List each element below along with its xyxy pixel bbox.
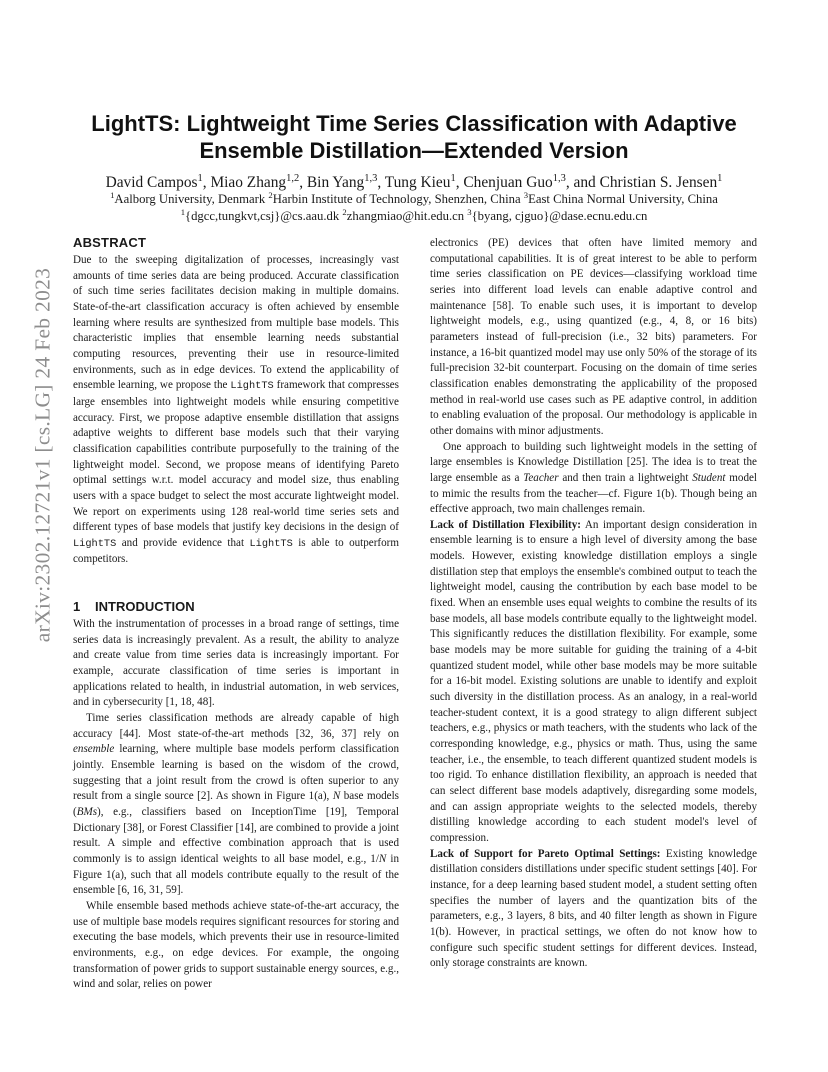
abstract-text: Due to the sweeping digitalization of processes, increasingly vast amounts of time series data are being produced. Accurate classification of such time series facilitates decision making in multiple domains. State-of-the-art classification accuracy is often achieved by ensemble learning where results are synthesized from multiple base models. This characteristic implies that ensemble learning needs substantial computing resources, preventing their use in resource-limited environments, such as in edge devices. To extend the applicability of ensemble learning, we propose the xyxy=(73,254,399,392)
author-affil-sup: 1 xyxy=(450,172,456,184)
run-in-heading: Lack of Support for Pareto Optimal Settings: xyxy=(430,847,661,860)
paper-title xyxy=(74,110,754,164)
text: One approach to building such lightweight models in the setting of large ensembles is Knowledge Distillation [25]. The idea is to treat the large ensemble as a xyxy=(430,440,757,484)
title-line-1: LightTS: Lightweight Time Series Classification with Adaptive xyxy=(91,111,737,136)
body-paragraph: electronics (PE) devices that often have limited memory and computational capabilities. It is of great interest to be able to perform time series classification on PE devices—classifying workload time series into different load levels can enable adaptive control and maintenance [58]. To enable such uses, it is important to develop lightweight models, e.g., using quantized (e.g., 4, 8, or 16 bits) parameters instead of full-precision (i.e., 32 bits) parameters. For instance, a 16-bit quantized model may use only 50% of the storage of its full-precision 32-bit counterpart. Focusing on the domain of time series classification enables demonstrating the applicability of the proposed method in real-world use cases such as PE adaptive control, in addition to enabling evaluation of the proposal. Our methodology is applicable in other domains with minor adjustments. xyxy=(430,237,757,437)
emphasis: Teacher xyxy=(523,471,559,484)
affil-sup: 1 xyxy=(180,206,185,217)
affiliation: Harbin Institute of Technology, Shenzhen, China xyxy=(272,192,524,206)
author-affil-sup: 1 xyxy=(197,172,203,184)
text: An important design consideration in ensemble learning is to ensure a high level of diversity among the base models. However, existing knowledge distillation employs a single distillation step that employs the ensemble's combined output to teach the lightweight model, causing the contribution by each base model to be fixed. When an ensemble uses equal weights to combine the results of its base models, all base models contribute equally to the lightweight model. This significantly reduces the distillation flexibility. For example, some base models may be more suitable for guiding the training of a 4-bit quantized student model, while other base models may be more suitable for a 16-bit model. Existing solutions are unable to identify and exploit such diversity in the distillation process. As an analogy, in a real-world teacher-student context, it is a good strategy to align different subject teachers, e.g., physics or math teachers, with the students who lack of the corresponding knowledge, e.g., physics or math. Thus, using the same teacher, i.e., the ensemble, to teach different quantized student models is too rigid. To enhance distillation flexibility, an approach is needed that can select different base models adaptively, disregarding some models, and can assign appropriate weights to the selected models, thereby distilling knowledge according to each student model's level of compression. xyxy=(430,518,757,844)
section-heading-introduction xyxy=(73,598,399,615)
author-name: Miao Zhang xyxy=(210,174,287,191)
math-var: N xyxy=(332,790,341,803)
author-separator: , xyxy=(377,174,385,191)
math-var: N xyxy=(378,852,387,865)
lightts-code: LightTS xyxy=(249,537,293,550)
body-paragraph xyxy=(73,711,399,899)
body-paragraph: While ensemble based methods achieve state-of-the-art accuracy, the use of multiple base models requires significant resources for storing and executing the base models, which prevents their use in resource-limited environments, e.g., on edge devices. For example, the ongoing transformation of power grids to support sustainable energy sources, e.g., wind and solar, relies on power xyxy=(73,899,399,991)
author-affil-sup: 1,3 xyxy=(552,172,566,184)
abstract-text: is able to outperform competitors. xyxy=(73,536,399,566)
body-paragraph: With the instrumentation of processes in a broad range of settings, time series data is increasingly prevalent. As a result, the ability to analyze and create value from time series data is increasingly important. For example, accurate classification of time series is important in applications related to health, in industrial automation, in web services, and in cybersecurity [1, 18, 48]. xyxy=(73,618,399,709)
run-in-heading: Lack of Distillation Flexibility: xyxy=(430,518,581,531)
emphasis: ensemble xyxy=(73,743,115,756)
text: Time series classification methods are already capable of high accuracy [44]. Most state-of-the-art methods [32, 36, 37] rely on xyxy=(73,712,399,740)
affil-sup: 2 xyxy=(342,206,347,217)
text: and then train a lightweight xyxy=(558,471,693,484)
body-paragraph xyxy=(430,440,757,518)
affiliation: East China Normal University, China xyxy=(528,192,718,206)
abstract-text: and provide evidence that xyxy=(116,536,250,549)
body-paragraph xyxy=(430,847,757,972)
lightts-code: LightTS xyxy=(73,537,117,550)
author-name: Christian S. Jensen xyxy=(599,174,718,191)
text: model to mimic the results from the teacher—cf. Figure 1(b). Though being an effective approach, two main challenges remain. xyxy=(430,471,758,516)
author-affil-sup: 1,3 xyxy=(364,172,378,184)
arxiv-identifier: arXiv:2302.12721v1 [cs.LG] 24 Feb 2023 xyxy=(30,267,55,643)
author-separator: , and xyxy=(565,174,600,191)
text: in Figure 1(a), such that all models contribute equally to the result of the ensemble [6, 16, 31, 59]. xyxy=(73,852,399,897)
affiliation: Aalborg University, Denmark xyxy=(114,192,269,206)
author-affil-sup: 1 xyxy=(717,172,723,184)
emphasis: Student xyxy=(692,471,726,484)
abstract-text: framework that compresses large ensembles into lightweight models while ensuring competitive accuracy. First, we propose adaptive ensemble distillation that assigns adaptive weights to different base models such that their varying classification capabilities contribute purposefully to the training of the lightweight model. Second, we propose means of identifying Pareto optimal settings w.r.t. model accuracy and model size, thus enabling users with a space budget to select the most accurate lightweight model. We report on experiments using 128 real-world time series sets and different types of base models that justify key decisions in the design of xyxy=(73,379,399,534)
author-separator: , xyxy=(202,174,211,191)
lightts-code: LightTS xyxy=(230,380,274,393)
text: base models ( xyxy=(73,790,399,818)
abstract-heading: ABSTRACT xyxy=(73,235,147,250)
emphasis: BMs xyxy=(76,806,98,818)
title-line-2: Ensemble Distillation—Extended Version xyxy=(199,138,629,163)
left-column xyxy=(73,234,399,993)
text: learning, where multiple base models perform classification jointly. Ensemble learning is based on the wisdom of the crowd, suggesting that a joint result from the crowd is often superior to any result from a single source [2]. As shown in Figure 1(a), xyxy=(73,743,399,803)
email: {byang, cjguo}@dase.ecnu.edu.cn xyxy=(471,208,648,223)
author-name: Bin Yang xyxy=(306,174,365,191)
body-paragraph xyxy=(430,518,757,847)
author-affil-sup: 1,2 xyxy=(286,172,300,184)
abstract-paragraph xyxy=(73,253,399,568)
email: {dgcc,tungkvt,csj}@cs.aau.dk xyxy=(185,208,343,223)
author-separator: , xyxy=(299,174,307,191)
section-title: INTRODUCTION xyxy=(95,599,195,615)
affil-sup: 3 xyxy=(523,189,529,200)
author-separator: , xyxy=(455,174,464,191)
author-name: David Campos xyxy=(105,174,198,191)
affil-sup: 3 xyxy=(467,206,472,217)
right-column xyxy=(430,236,757,972)
affiliation-line xyxy=(74,191,754,208)
author-list xyxy=(74,173,754,192)
section-number: 1 xyxy=(73,599,81,615)
email-line xyxy=(74,208,754,225)
affil-sup: 2 xyxy=(268,189,273,200)
author-name: Chenjuan Guo xyxy=(463,174,553,191)
text: ), e.g., classifiers based on InceptionTime [19], Temporal Dictionary [38], or Forest Classifier [14], are combined to provide a joint result. A simple and effective combination approach that is used commonly is to assign identical weights to all base model, e.g., 1/ xyxy=(73,806,399,865)
author-name: Tung Kieu xyxy=(384,174,451,191)
text: Existing knowledge distillation considers distillations under specific student settings [40]. For instance, for a deep learning based student model, a student setting often specifies the number of layers and the quantization bits of the parameters, e.g., 3 layers, 8 bits, and 40 filter length as shown in Figure 1(b). However, in practical settings, we often do not know how to configure such specific student settings for different devices. Instead, only storage constraints are known. xyxy=(430,847,757,970)
email: zhangmiao@hit.edu.cn xyxy=(346,208,468,223)
affiliations xyxy=(74,191,754,224)
affil-sup: 1 xyxy=(110,189,115,200)
